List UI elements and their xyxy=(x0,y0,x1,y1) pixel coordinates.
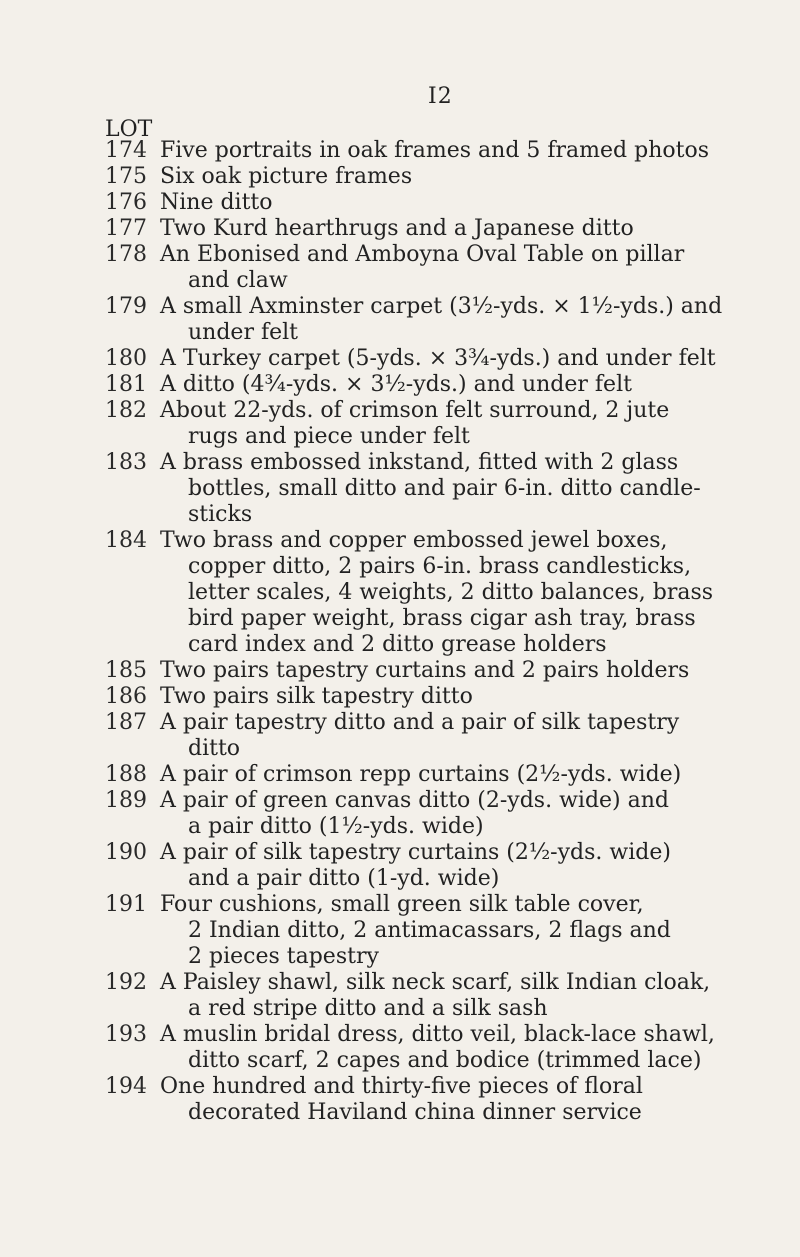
lot-number: 178 xyxy=(105,242,147,267)
lot-description-line: Six oak picture frames xyxy=(160,164,413,189)
lot-description-line: card index and 2 ditto grease holders xyxy=(188,632,607,657)
lot-number: 188 xyxy=(105,762,147,787)
lot-entry xyxy=(105,710,795,762)
lot-description-line: One hundred and thirty-five pieces of floral xyxy=(160,1074,643,1099)
lot-description xyxy=(160,346,795,372)
lot-description-line: ditto xyxy=(188,736,241,761)
lot-entry xyxy=(105,372,795,398)
lot-entry xyxy=(105,788,795,840)
lot-column-header: LOT xyxy=(105,117,153,142)
lot-description-line: Nine ditto xyxy=(160,190,273,215)
lot-description-line: bird paper weight, brass cigar ash tray, brass xyxy=(188,606,696,631)
lot-description-line: 2 Indian ditto, 2 antimacassars, 2 flags and xyxy=(188,918,671,943)
lot-list xyxy=(105,138,795,1126)
lot-description-line: Five portraits in oak frames and 5 framed photos xyxy=(160,138,710,163)
lot-number: 189 xyxy=(105,788,147,813)
lot-description xyxy=(160,242,795,294)
lot-description-line: A pair tapestry ditto and a pair of silk tapestry xyxy=(160,710,680,735)
lot-number: 179 xyxy=(105,294,147,319)
lot-description xyxy=(160,190,795,216)
lot-description xyxy=(160,398,795,450)
lot-description-line: Four cushions, small green silk table cover, xyxy=(160,892,644,917)
lot-entry xyxy=(105,164,795,190)
lot-entry xyxy=(105,892,795,970)
lot-description-line: letter scales, 4 weights, 2 ditto balances, brass xyxy=(188,580,714,605)
lot-description-line: About 22-yds. of crimson felt surround, 2 jute xyxy=(160,398,670,423)
lot-entry xyxy=(105,450,795,528)
lot-number: 182 xyxy=(105,398,147,423)
lot-entry xyxy=(105,242,795,294)
lot-number: 187 xyxy=(105,710,147,735)
lot-description-line: Two pairs tapestry curtains and 2 pairs holders xyxy=(160,658,690,683)
lot-description xyxy=(160,372,795,398)
lot-description xyxy=(160,294,795,346)
lot-entry xyxy=(105,294,795,346)
lot-number: 180 xyxy=(105,346,147,371)
lot-number: 193 xyxy=(105,1022,147,1047)
lot-description-line: A Turkey carpet (5-yds. × 3¾-yds.) and under felt xyxy=(160,346,716,371)
lot-description-line: rugs and piece under felt xyxy=(188,424,470,449)
lot-description-line: Two pairs silk tapestry ditto xyxy=(160,684,473,709)
lot-number: 175 xyxy=(105,164,147,189)
lot-entry xyxy=(105,138,795,164)
lot-number: 181 xyxy=(105,372,147,397)
lot-description xyxy=(160,138,795,164)
lot-description-line: A pair of green canvas ditto (2-yds. wide) and xyxy=(160,788,669,813)
lot-entry xyxy=(105,840,795,892)
lot-entry xyxy=(105,762,795,788)
lot-description-line: A pair of silk tapestry curtains (2½-yds. wide) xyxy=(160,840,671,865)
lot-description-line: Two brass and copper embossed jewel boxes, xyxy=(160,528,668,553)
lot-description-line: An Ebonised and Amboyna Oval Table on pillar xyxy=(160,242,685,267)
lot-description-line: and a pair ditto (1-yd. wide) xyxy=(188,866,500,891)
lot-number: 185 xyxy=(105,658,147,683)
lot-number: 192 xyxy=(105,970,147,995)
lot-entry xyxy=(105,684,795,710)
lot-description xyxy=(160,658,795,684)
lot-description-line: Two Kurd hearthrugs and a Japanese ditto xyxy=(160,216,634,241)
lot-number: 183 xyxy=(105,450,147,475)
lot-description-line: a pair ditto (1½-yds. wide) xyxy=(188,814,484,839)
lot-number: 190 xyxy=(105,840,147,865)
lot-entry xyxy=(105,528,795,658)
lot-entry xyxy=(105,1074,795,1126)
lot-number: 174 xyxy=(105,138,147,163)
lot-number: 176 xyxy=(105,190,147,215)
lot-entry xyxy=(105,190,795,216)
lot-entry xyxy=(105,346,795,372)
lot-number: 177 xyxy=(105,216,147,241)
lot-number: 184 xyxy=(105,528,147,553)
lot-description-line: and claw xyxy=(188,268,288,293)
lot-description-line: bottles, small ditto and pair 6-in. ditto candle- xyxy=(188,476,701,501)
lot-description-line: copper ditto, 2 pairs 6-in. brass candlesticks, xyxy=(188,554,692,579)
lot-number: 194 xyxy=(105,1074,147,1099)
lot-description-line: A muslin bridal dress, ditto veil, black-lace shawl, xyxy=(160,1022,715,1047)
lot-description-line: decorated Haviland china dinner service xyxy=(188,1100,642,1125)
lot-description-line: A small Axminster carpet (3½-yds. × 1½-yds.) and xyxy=(160,294,723,319)
lot-description xyxy=(160,684,795,710)
lot-number: 186 xyxy=(105,684,147,709)
lot-description-line: 2 pieces tapestry xyxy=(188,944,379,969)
lot-description xyxy=(160,788,795,840)
lot-description-line: A Paisley shawl, silk neck scarf, silk Indian cloak, xyxy=(160,970,711,995)
lot-description xyxy=(160,710,795,762)
lot-description xyxy=(160,762,795,788)
lot-entry xyxy=(105,216,795,242)
lot-description-line: A pair of crimson repp curtains (2½-yds. wide) xyxy=(160,762,682,787)
lot-entry xyxy=(105,970,795,1022)
lot-description xyxy=(160,840,795,892)
lot-description-line: under felt xyxy=(188,320,298,345)
lot-entry xyxy=(105,398,795,450)
lot-entry xyxy=(105,1022,795,1074)
lot-description-line: a red stripe ditto and a silk sash xyxy=(188,996,548,1021)
lot-description xyxy=(160,216,795,242)
lot-description xyxy=(160,892,795,970)
lot-description-line: sticks xyxy=(188,502,253,527)
page-number: I2 xyxy=(428,84,453,109)
lot-description-line: A ditto (4¾-yds. × 3½-yds.) and under felt xyxy=(160,372,632,397)
lot-description-line: A brass embossed inkstand, fitted with 2 glass xyxy=(160,450,679,475)
lot-description xyxy=(160,970,795,1022)
lot-description xyxy=(160,1022,795,1074)
lot-description xyxy=(160,164,795,190)
lot-description xyxy=(160,1074,795,1126)
lot-entry xyxy=(105,658,795,684)
lot-description-line: ditto scarf, 2 capes and bodice (trimmed lace) xyxy=(188,1048,702,1073)
lot-description xyxy=(160,450,795,528)
lot-description xyxy=(160,528,795,658)
lot-number: 191 xyxy=(105,892,147,917)
